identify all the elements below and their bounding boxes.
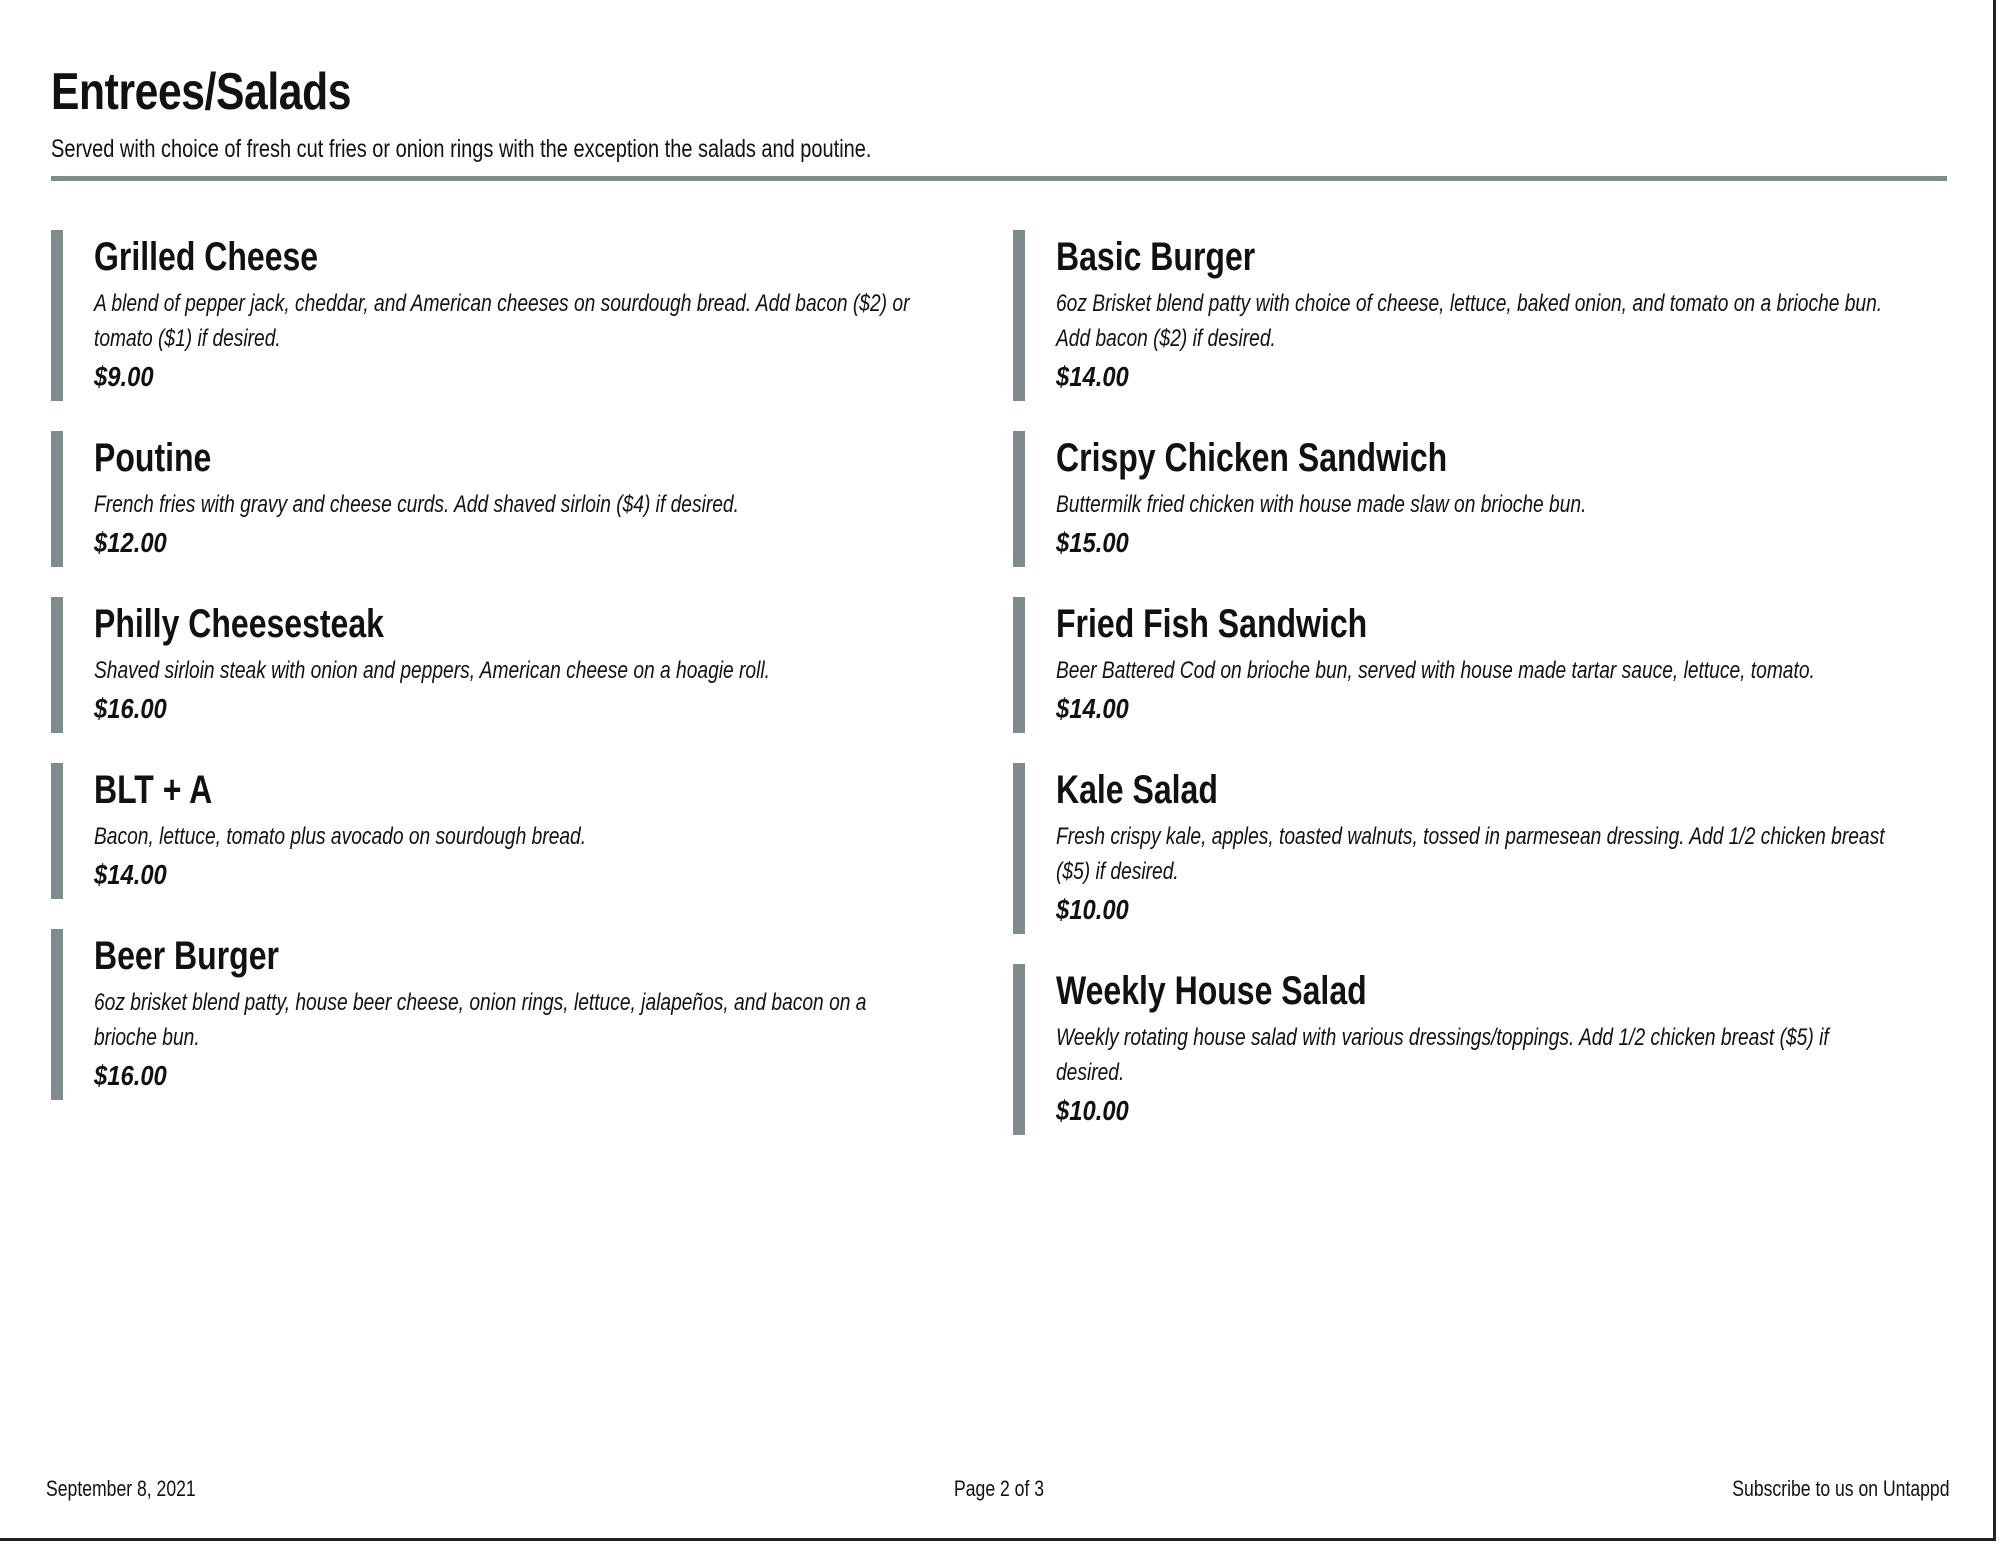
menu-item (51, 763, 951, 899)
untappd-subscribe-link[interactable]: Subscribe to us on Untappd (1732, 1476, 1950, 1501)
menu-item (51, 597, 951, 733)
menu-item (1013, 763, 1913, 934)
item-description: 6oz brisket blend patty, house beer cheese, onion rings, lettuce, jalapeños, and bacon on a brioche bun. (94, 989, 867, 1051)
item-description: Buttermilk fried chicken with house made slaw on brioche bun. (1056, 491, 1587, 518)
menu-item (1013, 230, 1913, 401)
menu-item (1013, 597, 1913, 733)
menu-column-right (1013, 230, 1913, 1165)
page-title: Entrees/Salads (51, 63, 352, 121)
item-description: Beer Battered Cod on brioche bun, served with house made tartar sauce, lettuce, tomato. (1056, 657, 1815, 684)
item-description: French fries with gravy and cheese curds. Add shaved sirloin ($4) if desired. (94, 491, 739, 518)
item-price: $16.00 (94, 693, 167, 724)
item-name: BLT + A (94, 768, 213, 812)
item-price: $9.00 (94, 361, 154, 392)
item-price: $14.00 (94, 859, 167, 890)
item-name: Kale Salad (1056, 768, 1218, 812)
item-name: Crispy Chicken Sandwich (1056, 436, 1448, 480)
item-description: Bacon, lettuce, tomato plus avocado on sourdough bread. (94, 823, 587, 850)
item-price: $14.00 (1056, 361, 1129, 392)
item-name: Fried Fish Sandwich (1056, 602, 1368, 646)
item-description: 6oz Brisket blend patty with choice of cheese, lettuce, baked onion, and tomato on a brioche bun. Add bacon ($2) if desired. (1056, 290, 1883, 352)
menu-item (51, 230, 951, 401)
item-name: Weekly House Salad (1056, 969, 1367, 1013)
menu-column-left (51, 230, 951, 1130)
menu-header (51, 58, 1947, 166)
item-description: Fresh crispy kale, apples, toasted walnuts, tossed in parmesean dressing. Add 1/2 chicken breast ($5) if desired. (1056, 823, 1885, 885)
item-price: $10.00 (1056, 1095, 1129, 1126)
menu-item (1013, 964, 1913, 1135)
item-price: $10.00 (1056, 894, 1129, 925)
item-description: Weekly rotating house salad with various dressings/toppings. Add 1/2 chicken breast ($5) if desired. (1056, 1024, 1829, 1086)
footer-date: September 8, 2021 (46, 1476, 196, 1501)
item-name: Basic Burger (1056, 235, 1256, 279)
page-subtitle: Served with choice of fresh cut fries or onion rings with the exception the salads and poutine. (51, 135, 872, 163)
item-name: Philly Cheesesteak (94, 602, 384, 646)
item-name: Grilled Cheese (94, 235, 319, 279)
item-price: $15.00 (1056, 527, 1129, 558)
item-price: $16.00 (94, 1060, 167, 1091)
footer-page-number: Page 2 of 3 (954, 1476, 1045, 1501)
item-description: A blend of pepper jack, cheddar, and American cheeses on sourdough bread. Add bacon ($2) or tomato ($1) if desired. (94, 290, 910, 352)
item-price: $14.00 (1056, 693, 1129, 724)
item-name: Poutine (94, 436, 212, 480)
item-description: Shaved sirloin steak with onion and peppers, American cheese on a hoagie roll. (94, 657, 770, 684)
menu-item (51, 929, 951, 1100)
header-divider (51, 176, 1947, 181)
item-price: $12.00 (94, 527, 167, 558)
item-name: Beer Burger (94, 934, 279, 978)
menu-item (51, 431, 951, 567)
menu-item (1013, 431, 1913, 567)
